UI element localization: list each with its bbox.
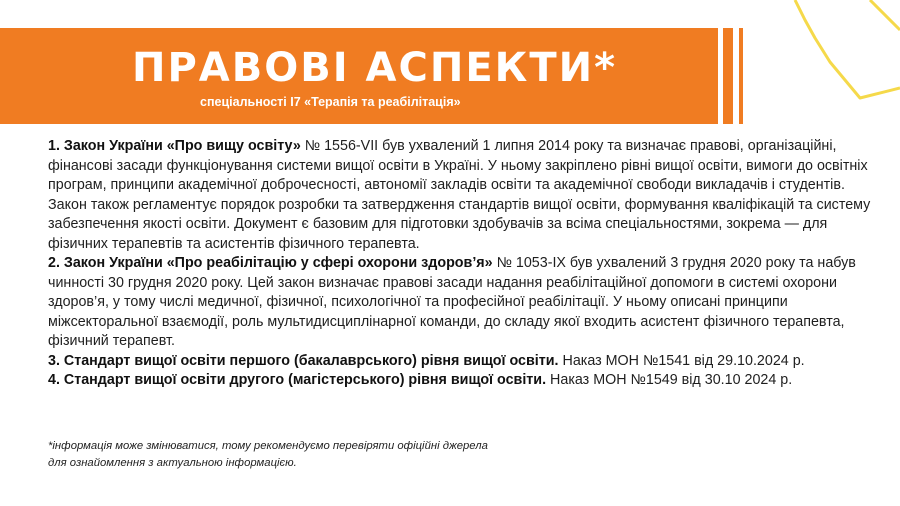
list-item-text: Наказ МОН №1541 від 29.10.2024 р. bbox=[558, 352, 805, 369]
list-item-master-standard bbox=[48, 371, 878, 391]
banner-stripe bbox=[723, 28, 733, 124]
page-subtitle: спеціальності I7 «Терапія та реабілітація» bbox=[200, 95, 461, 109]
list-item-law-higher-education bbox=[48, 137, 878, 254]
list-item-text: № 1556-VII був ухвалений 1 липня 2014 року та визначає правові, організаційні, фінансові засади функціонування системи вищої освіти в Україні. У ньому закріплено рівні вищої освіти, вимоги до освітніх програм, принципи академічної доброчесності, автономії закладів освіти та академічної свободи викладачів і студентів. Закон також регламентує порядок розробки та затвердження стандартів вищої освіти, формування кваліфікацій та систему забезпечення якості освіти. Документ є базовим для підготовки здобувачів за всіма спеціальностями, зокрема — для фізичних терапевтів та асистентів фізичного терапевта. bbox=[48, 138, 871, 252]
list-item-text: № 1053-IX був ухвалений 3 грудня 2020 року та набув чинності 30 грудня 2020 року. Цей закон визначає правові засади надання реабілітаційної допомоги в системі охорони здоров’я, у тому числі медичної, фізичної, психологічної та професійної реабілітації. У ньому описані принципи міжсекторальної взаємодії, роль мультидисциплінарної команди, до складу якої входить асистент фізичного терапевта, фізичний терапевт. bbox=[48, 255, 856, 349]
list-item-heading: 3. Стандарт вищої освіти першого (бакалаврського) рівня вищої освіти. bbox=[48, 352, 559, 369]
list-item-heading: 1. Закон України «Про вищу освіту» bbox=[48, 138, 301, 154]
list-item-heading: 2. Закон України «Про реабілітацію у сфері охорони здоров’я» bbox=[48, 255, 493, 271]
list-item-law-rehabilitation bbox=[48, 254, 878, 352]
list-item-text: Наказ МОН №1549 від 30.10 2024 р. bbox=[546, 372, 793, 388]
page-title: ПРАВОВІ АСПЕКТИ* bbox=[132, 45, 618, 91]
footnote-line-2: для ознайомлення з актуальною інформацією. bbox=[48, 457, 297, 469]
hexagon-outline-decoration bbox=[760, 0, 900, 110]
footnote-line-1: *інформація може змінюватися, тому рекомендуємо перевіряти офіційні джерела bbox=[48, 440, 488, 452]
list-item-bachelor-standard bbox=[48, 352, 878, 372]
legal-items-list bbox=[48, 137, 878, 391]
list-item-heading: 4. Стандарт вищої освіти другого (магістерського) рівня вищої освіти. bbox=[48, 372, 547, 388]
footnote bbox=[48, 438, 608, 472]
banner-stripe-thin bbox=[739, 28, 743, 124]
